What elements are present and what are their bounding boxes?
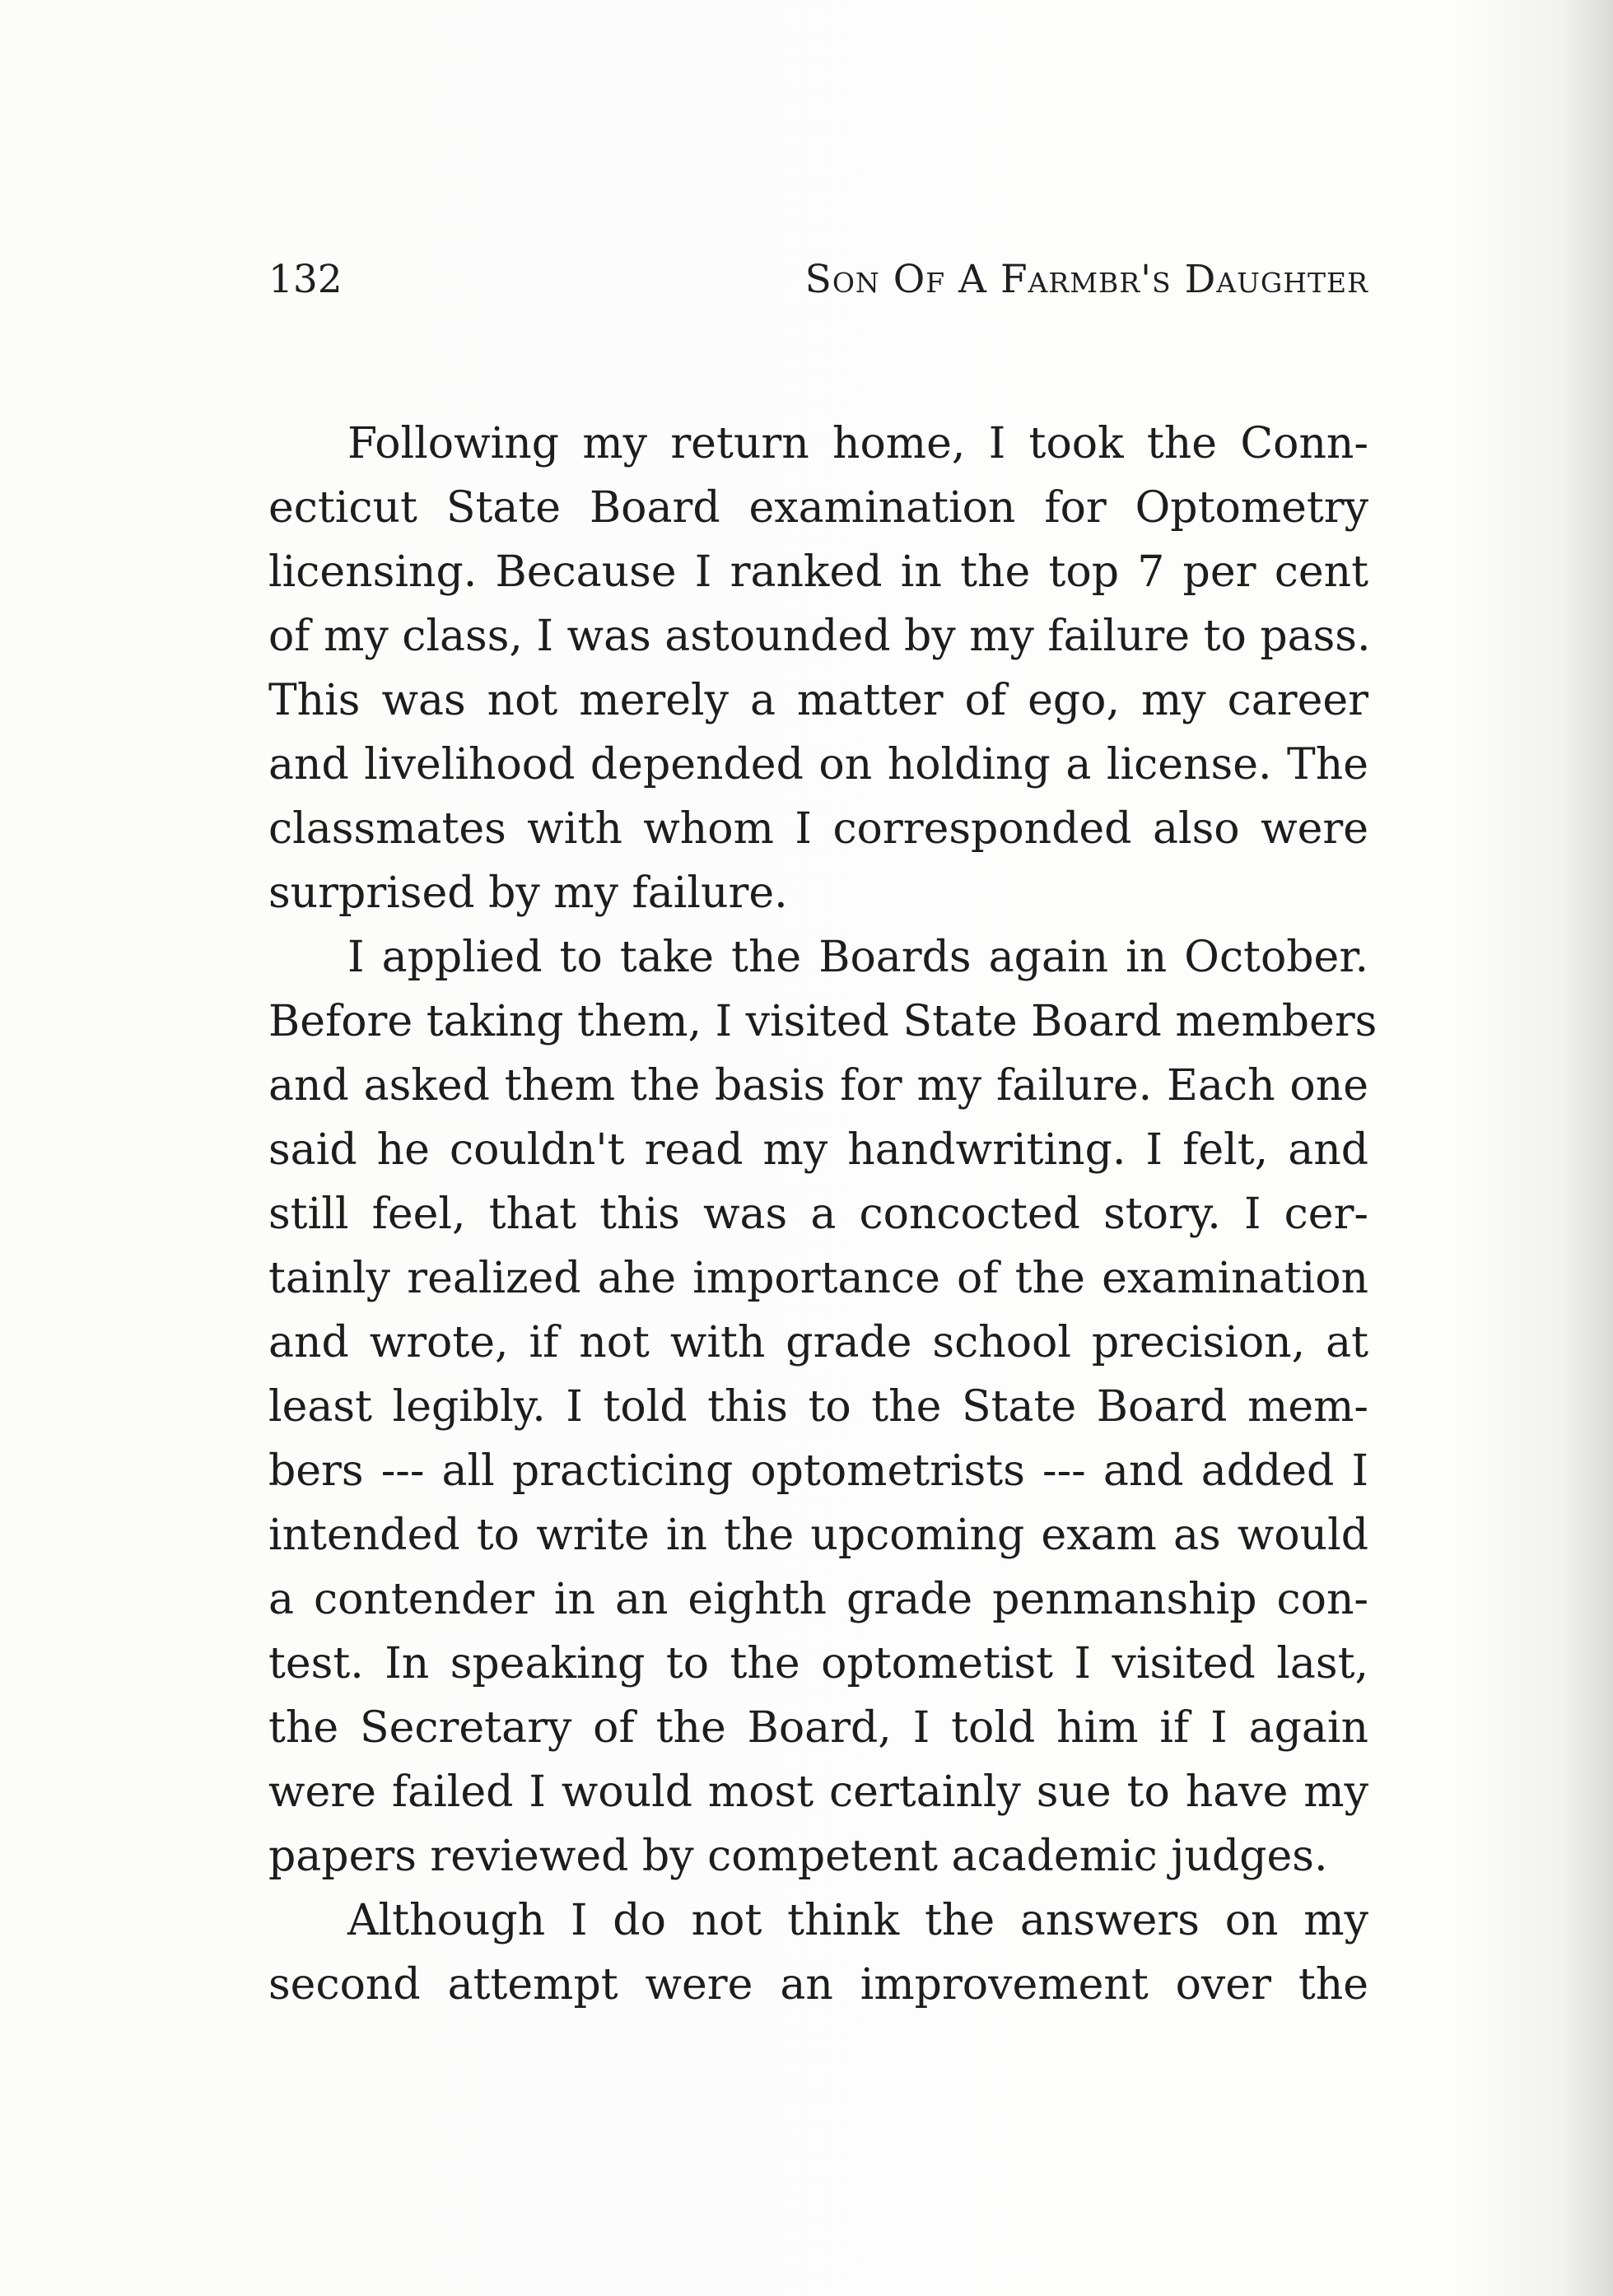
text-line: intended to write in the upcoming exam as would: [268, 1511, 1368, 1560]
text-line: were failed I would most certainly sue to have my: [268, 1767, 1368, 1817]
text-line: least legibly. I told this to the State Board mem‑: [268, 1382, 1368, 1432]
text-line: Although I do not think the answers on my: [347, 1896, 1368, 1945]
text-line: tainly realized ahe importance of the examination: [268, 1254, 1368, 1303]
page-edge-shadow: [1564, 0, 1613, 2296]
text-line: Following my return home, I took the Conn‑: [347, 419, 1368, 468]
text-line: and livelihood depended on holding a license. The: [268, 740, 1368, 789]
text-line: papers reviewed by competent academic judges.: [268, 1832, 1328, 1881]
text-line: said he couldn't read my handwriting. I felt, and: [268, 1125, 1368, 1175]
text-line: I applied to take the Boards again in October.: [347, 933, 1368, 982]
text-line: licensing. Because I ranked in the top 7 per cent: [268, 547, 1368, 597]
text-line: test. In speaking to the optometist I visited last,: [268, 1639, 1368, 1688]
text-line: surprised by my failure.: [268, 869, 788, 918]
body-text: [268, 412, 1378, 2017]
text-line: the Secretary of the Board, I told him if I again: [268, 1703, 1368, 1753]
text-line: and wrote, if not with grade school precision, at: [268, 1318, 1368, 1367]
text-line: of my class, I was astounded by my failure to pass.: [268, 612, 1371, 661]
text-line: still feel, that this was a concocted story. I cer‑: [268, 1190, 1368, 1239]
text-line: second attempt were an improvement over the: [268, 1960, 1368, 2010]
text-line: This was not merely a matter of ego, my career: [268, 676, 1368, 725]
page-number: 132: [268, 257, 343, 302]
book-title: Son Of A Farmbr's Daughter: [804, 257, 1368, 302]
text-line: ecticut State Board examination for Optometry: [268, 483, 1368, 533]
text-line: a contender in an eighth grade penmanship con‑: [268, 1575, 1368, 1624]
text-line: Before taking them, I visited State Board members: [268, 997, 1378, 1046]
running-head: [268, 247, 1368, 313]
text-line: and asked them the basis for my failure. Each one: [268, 1061, 1368, 1111]
text-line: classmates with whom I corresponded also were: [268, 804, 1368, 854]
text-line: bers --- all practicing optometrists --- and added I: [268, 1446, 1368, 1496]
